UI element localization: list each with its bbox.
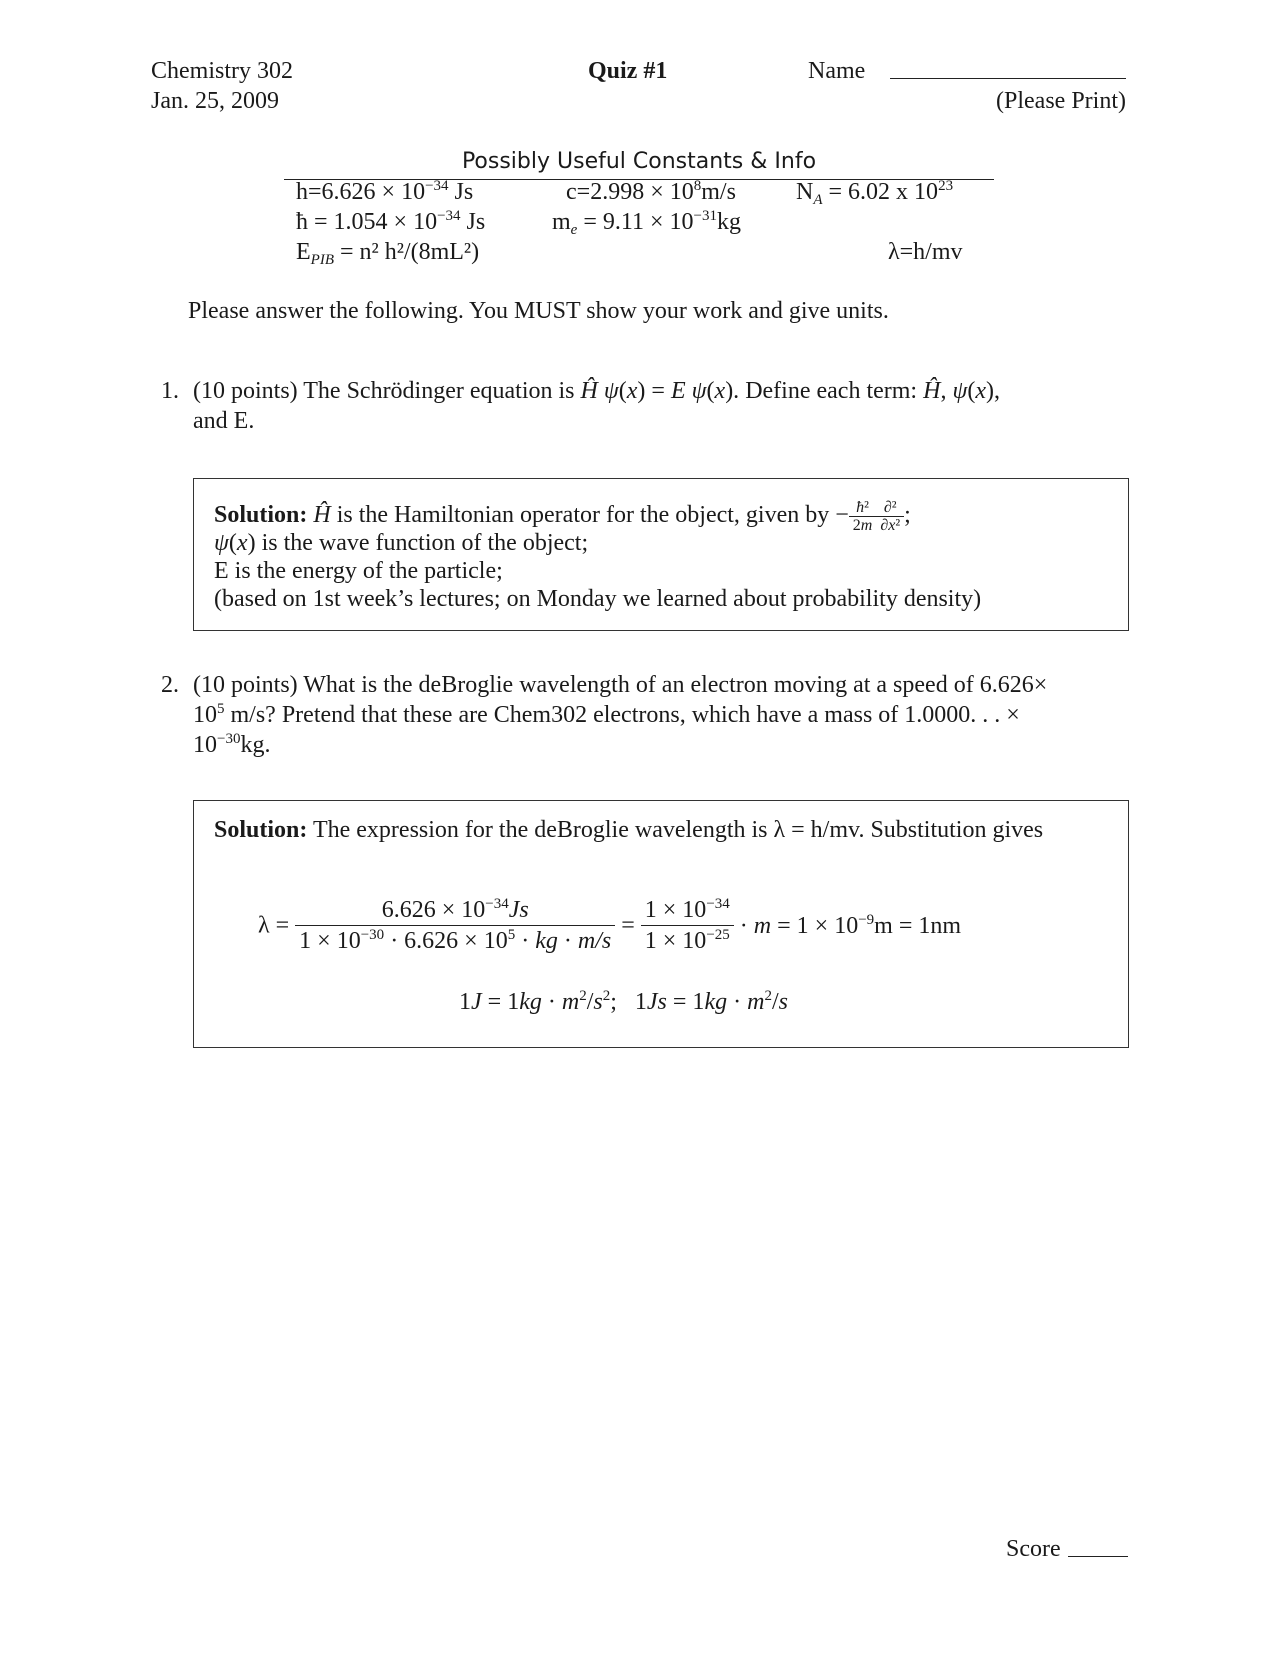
formula-particle-in-box: $E_{PIB} = n^2$ h²/(8mL²) [296, 239, 480, 268]
quiz-date: Jan. 25, 2009 [151, 88, 279, 114]
solution-1-line-1: Solution: Ĥ is the Hamiltonian operator for the object, given by − $\frac{\text{ħ²}}{2m}$ $\frac{\text{∂²}}{\text{∂x²}}$ ; [214, 499, 911, 534]
constant-speed-of-light: $c=2.998 \times 10^8m/s$ [566, 178, 736, 205]
name-field-line[interactable] [890, 78, 1126, 79]
solution-2-text: Solution: The expression for the deBroglie wavelength is λ = h/mv. Substitution gives [214, 817, 1044, 843]
solution-box-2 [193, 800, 1129, 1048]
constants-title: Possibly Useful Constants & Info [461, 149, 817, 174]
solution-1-line-4: (based on 1st week’s lectures; on Monday we learned about probability density) [214, 586, 982, 612]
debroglie-calculation: λ = $\frac{6.626 \times 10^{-34}Js}{1 \times 10^{-30} \cdot 6.626 \times 10^5 \cdot kg \cdot m/s}$ = $\frac{1 \times 10^{-34}}{1 \times 10^{-25}}$ · $m = 1 \times 10^{-9}m = 1nm$ [258, 896, 962, 954]
question-2-number: 2. [161, 672, 179, 698]
quiz-title: Quiz #1 [588, 58, 668, 84]
calc-fraction-1: $\frac{6.626 \times 10^{-34}Js}{1 \times 10^{-30} \cdot 6.626 \times 10^5 \cdot kg \cdot m/s}$ [295, 895, 615, 956]
constant-hbar: ħ = $1.054 \times 10^{-34}$ Js [296, 208, 486, 235]
score-field-line[interactable] [1068, 1556, 1128, 1557]
formula-debroglie: λ=h/mv [888, 239, 963, 265]
unit-conversion-line: $1J = 1kg \cdot m^2/s^2$; $1Js = 1kg \cdot m^2/s$ [459, 988, 788, 1015]
question-1-text: (10 points) The Schrödinger equation is Ĥ ψ(x) = E ψ(x). Define each term: Ĥ, ψ(x), [193, 378, 1000, 404]
score-label: Score [1006, 1536, 1061, 1562]
hamiltonian-fraction-1: $\frac{\text{ħ²}}{2m}$ [849, 499, 877, 534]
constant-avogadro: $N_A = 6.02$ x $10^{23}$ [796, 178, 954, 208]
instructions: Please answer the following. You MUST show your work and give units. [188, 298, 889, 324]
course-name: Chemistry 302 [151, 58, 293, 84]
question-2-line-2: $10^5$ m/s? Pretend that these are Chem302 electrons, which have a mass of 1.0000. . . × [193, 701, 1020, 728]
question-1-text-cont: and E. [193, 408, 255, 434]
please-print-note: (Please Print) [996, 88, 1126, 114]
question-1-number: 1. [161, 378, 179, 404]
solution-1-line-2: ψ(x) is the wave function of the object; [214, 530, 589, 556]
hamiltonian-fraction-2: $\frac{\text{∂²}}{\text{∂x²}}$ [876, 499, 904, 534]
solution-1-line-3: E is the energy of the particle; [214, 558, 503, 584]
question-2-line-3: $10^{-30}kg$. [193, 731, 271, 758]
name-label: Name [808, 58, 866, 84]
calc-fraction-2: $\frac{1 \times 10^{-34}}{1 \times 10^{-25}}$ [641, 895, 734, 956]
solution-box-1 [193, 478, 1129, 631]
constant-planck: $h=6.626 \times 10^{-34}$ Js [296, 178, 474, 205]
constant-electron-mass: $m_e = 9.11 \times 10^{-31}kg$ [552, 208, 741, 238]
question-2-line-1: (10 points) What is the deBroglie wavelength of an electron moving at a speed of 6.626× [193, 672, 1048, 698]
